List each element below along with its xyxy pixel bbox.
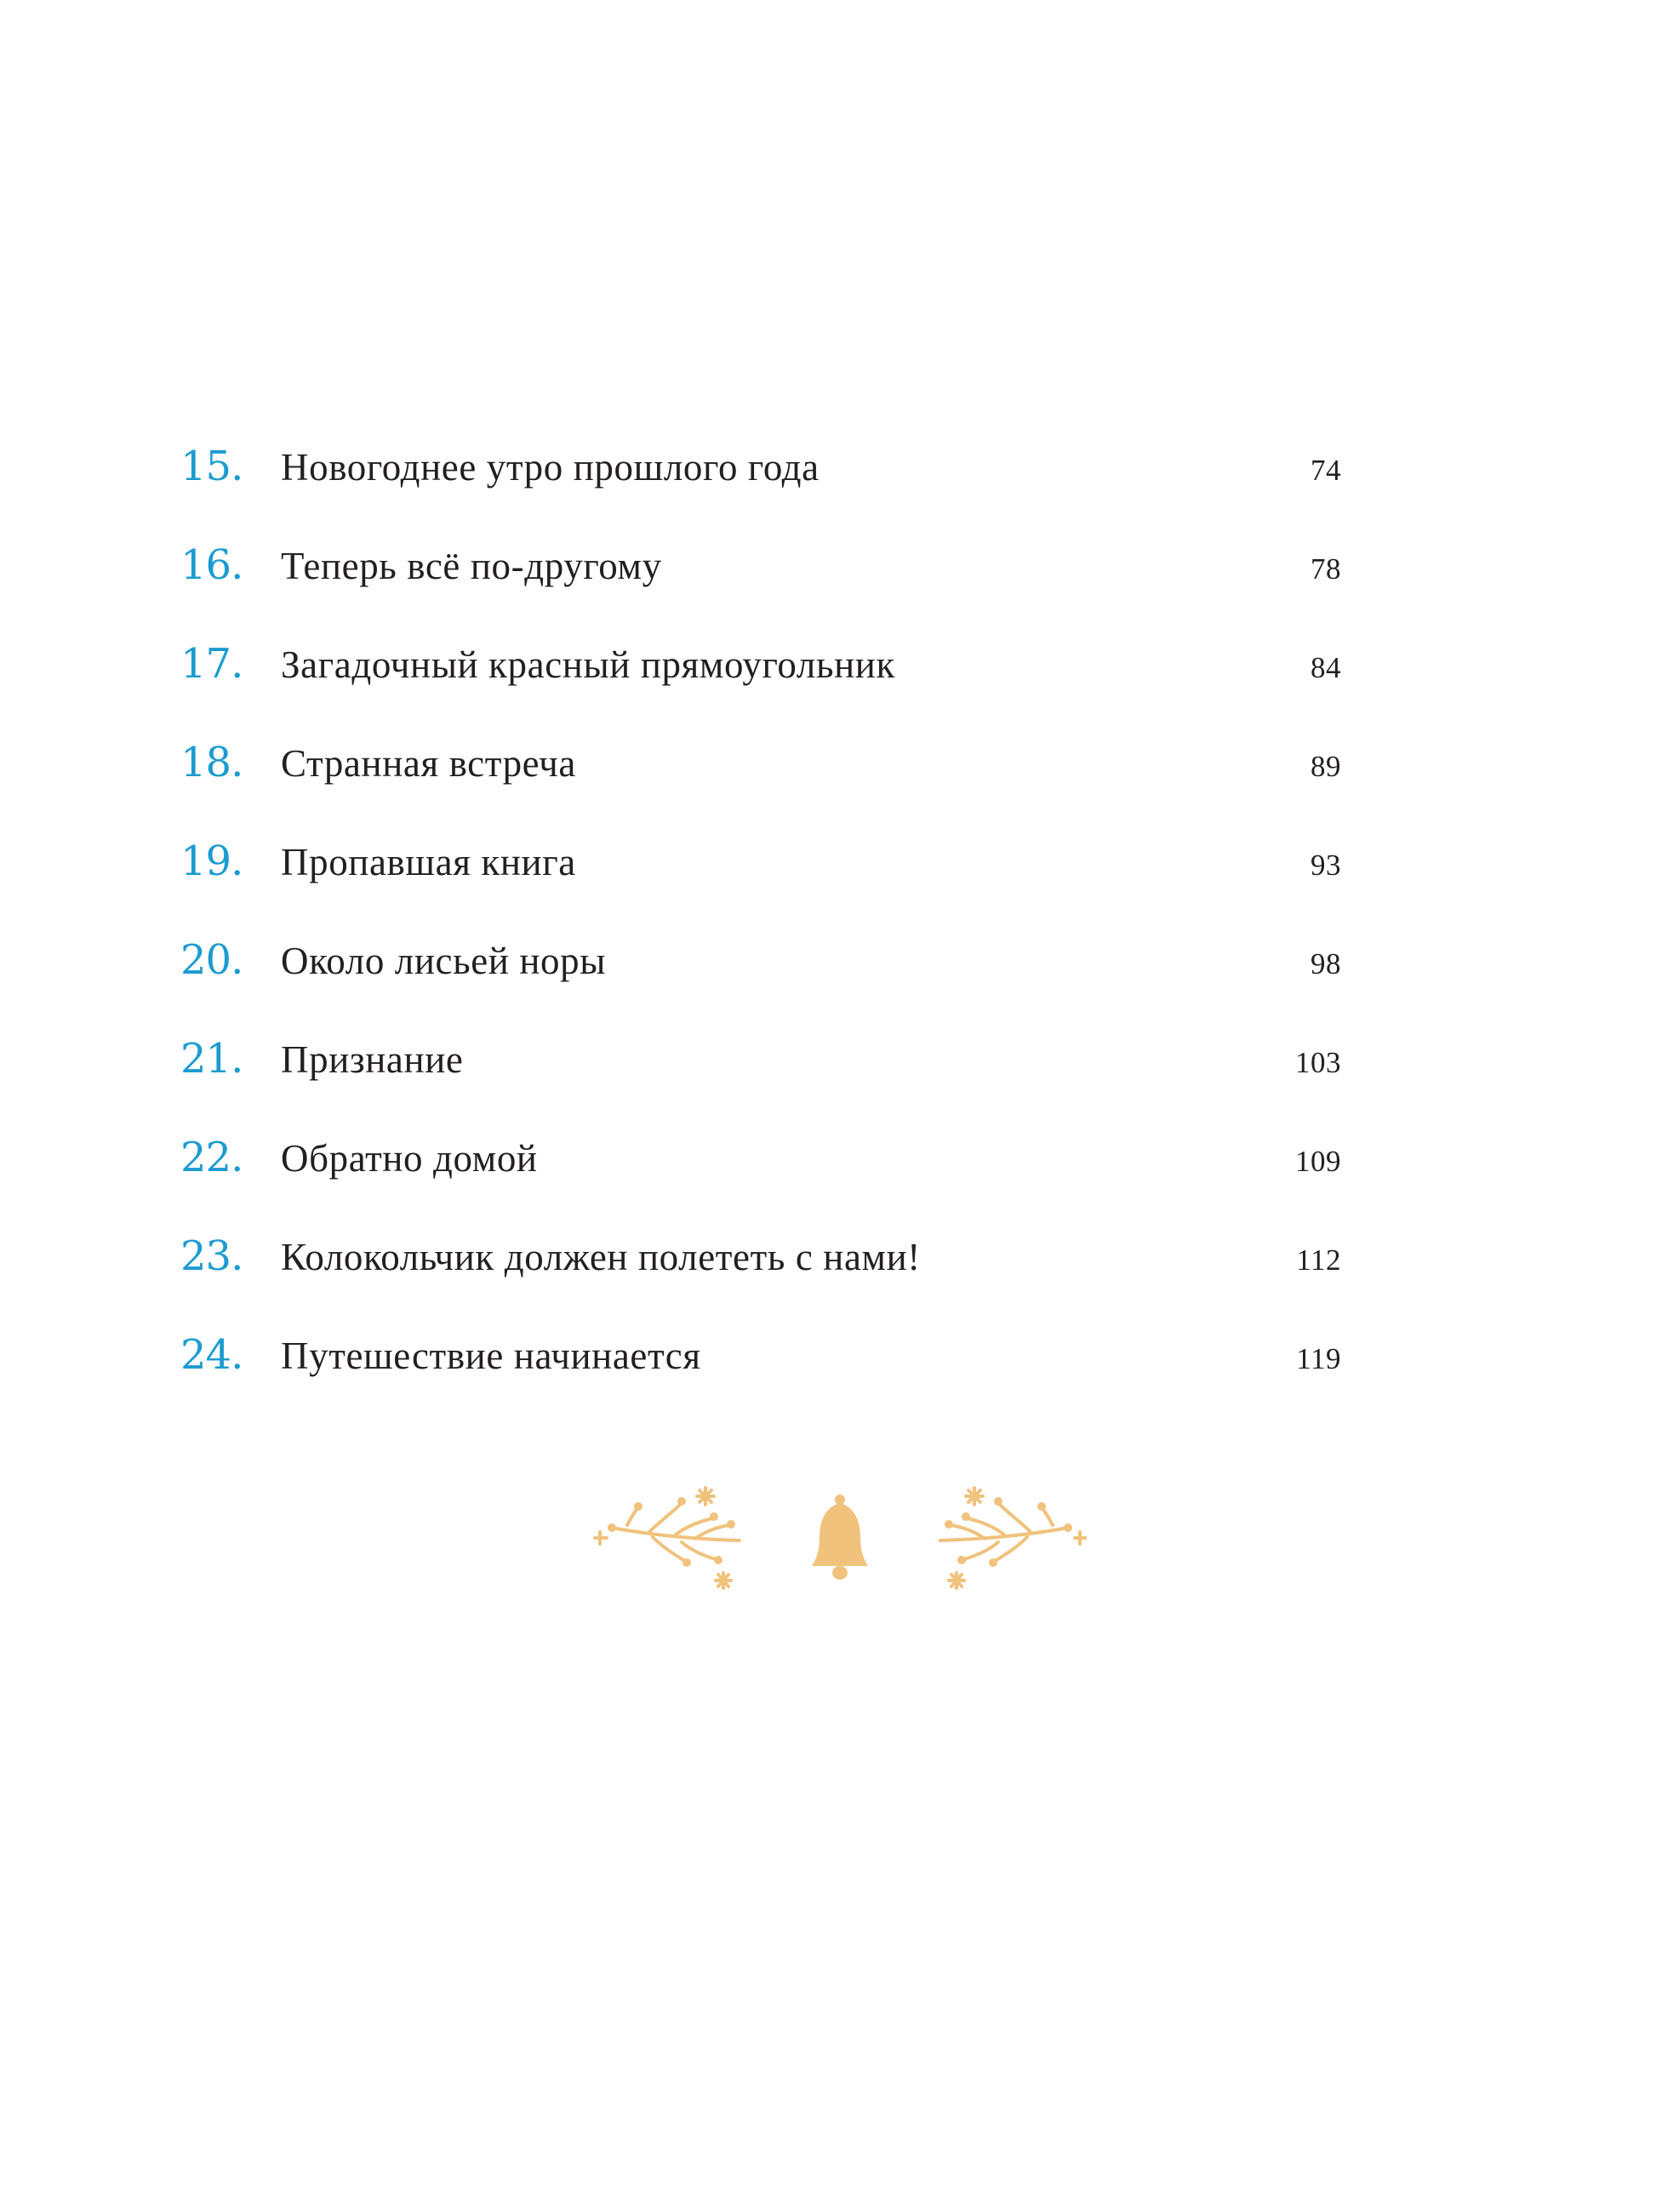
toc-entry-number: 17. [180,640,243,688]
toc-entry-page: 112 [1296,1243,1341,1277]
toc-entry-number: 23. [180,1232,243,1280]
toc-entry-number: 15. [180,443,243,490]
toc-entry[interactable] [177,541,1360,640]
table-of-contents [177,443,1360,1430]
toc-entry-title: Теперь всё по-другому [281,545,662,587]
toc-entry-title: Путешествие начинается [281,1335,701,1377]
toc-entry-number: 20. [180,936,243,984]
toc-entry-title: Около лисьей норы [281,940,607,982]
toc-entry-number: 22. [180,1134,243,1181]
toc-entry[interactable] [177,1035,1360,1134]
toc-entry[interactable] [177,1331,1360,1430]
toc-entry-page: 98 [1311,947,1341,980]
toc-entry[interactable] [177,837,1360,936]
toc-entry[interactable] [177,443,1360,541]
toc-entry-page: 93 [1311,849,1341,882]
bell-icon [812,1495,868,1580]
toc-entry-title: Странная встреча [281,742,576,785]
toc-entry[interactable] [177,1232,1360,1331]
toc-entry-page: 78 [1311,552,1341,586]
toc-entry-page: 74 [1311,454,1341,487]
toc-entry[interactable] [177,936,1360,1035]
toc-entry-page: 89 [1311,750,1341,783]
toc-entry-page: 119 [1296,1342,1341,1375]
toc-entry-title: Новогоднее утро прошлого года [281,446,820,489]
toc-entry-title: Загадочный красный прямоугольник [281,643,895,686]
toc-entry[interactable] [177,640,1360,739]
branch-left-icon [612,1503,740,1561]
toc-entry-number: 19. [180,837,243,885]
toc-entry-number: 24. [180,1331,243,1379]
toc-entry-title: Колокольчик должен полететь с нами! [281,1236,921,1278]
toc-entry-number: 18. [180,739,243,786]
ornament-svg [593,1481,1087,1600]
toc-entry-number: 21. [180,1035,243,1083]
toc-entry-page: 109 [1295,1145,1341,1178]
toc-entry-number: 16. [180,541,243,589]
toc-entry[interactable] [177,1134,1360,1232]
toc-entry-title: Пропавшая книга [281,841,576,883]
toc-entry-page: 84 [1311,651,1341,684]
branch-right-icon [940,1503,1068,1561]
branches-and-bell-ornament [0,1481,1679,1600]
toc-entry[interactable] [177,739,1360,837]
toc-entry-title: Обратно домой [281,1137,538,1180]
toc-entry-page: 103 [1295,1046,1341,1079]
toc-entry-title: Признание [281,1038,464,1081]
